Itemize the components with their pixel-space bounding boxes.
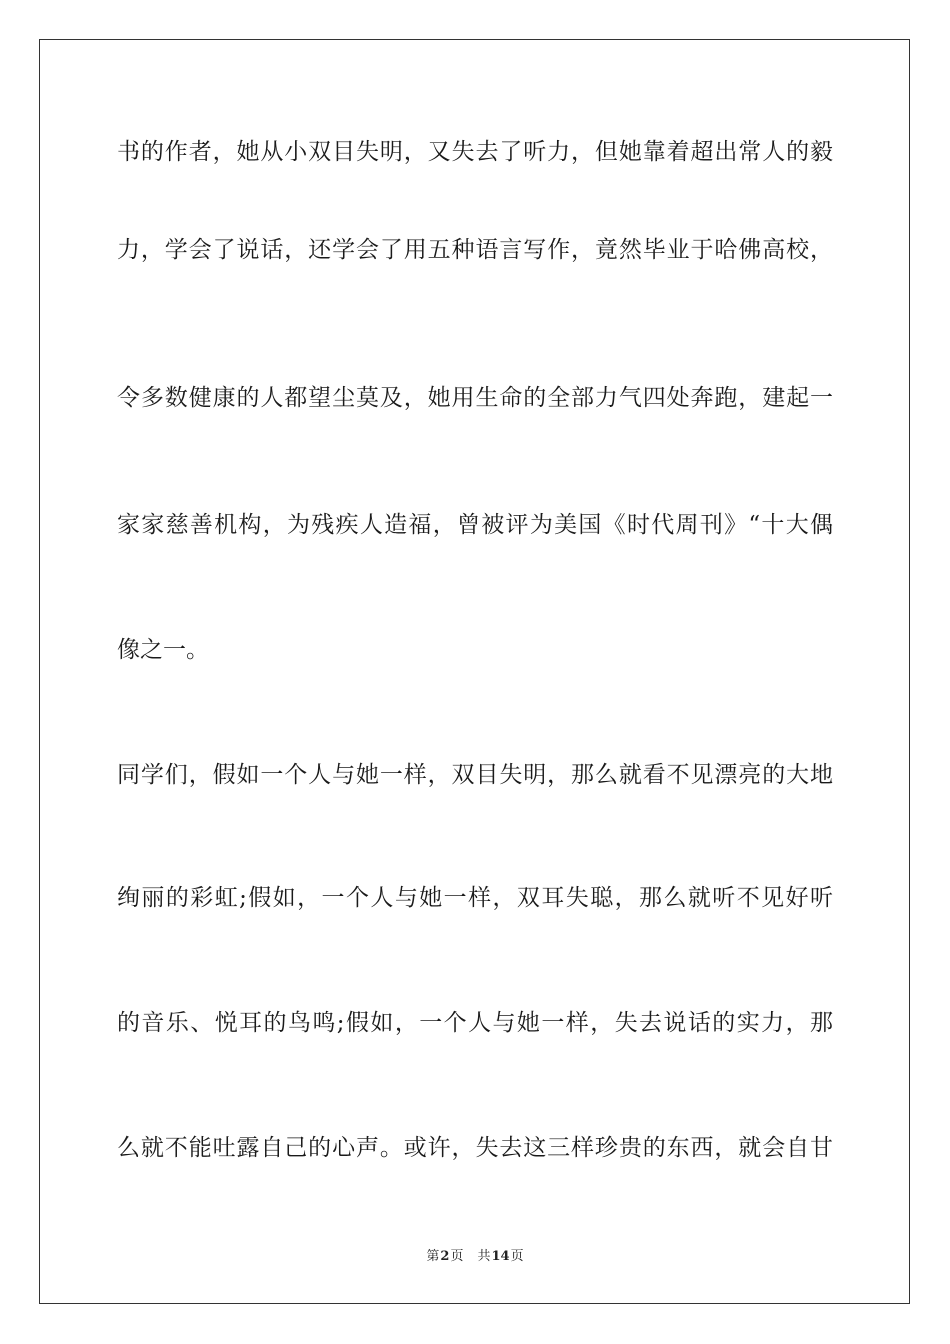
page-frame	[39, 39, 910, 1304]
text-line: 令多数健康的人都望尘莫及，她用生命的全部力气四处奔跑，建起一	[117, 385, 833, 411]
total-prefix: 共	[477, 1249, 491, 1264]
text-line: 书的作者，她从小双目失明，又失去了听力，但她靠着超出常人的毅	[117, 139, 833, 165]
page-number: 2	[440, 1249, 450, 1264]
text-line: 家家慈善机构，为残疾人造福，曾被评为美国《时代周刊》“十大偶	[117, 512, 833, 538]
text-line: 同学们，假如一个人与她一样，双目失明，那么就看不见漂亮的大地	[117, 762, 833, 788]
page-suffix: 页	[450, 1249, 464, 1264]
text-line: 像之一。	[117, 637, 209, 663]
text-line: 么就不能吐露自己的心声。或许，失去这三样珍贵的东西，就会自甘	[117, 1135, 833, 1161]
text-line: 的音乐、悦耳的鸟鸣;假如，一个人与她一样，失去说话的实力，那	[117, 1010, 833, 1036]
total-pages: 14	[491, 1249, 510, 1264]
total-suffix: 页	[510, 1249, 524, 1264]
page-footer	[0, 1248, 950, 1266]
text-line: 力，学会了说话，还学会了用五种语言写作，竟然毕业于哈佛高校，	[117, 237, 833, 263]
page-prefix: 第	[426, 1249, 440, 1264]
text-line: 绚丽的彩虹;假如，一个人与她一样，双耳失聪，那么就听不见好听	[117, 885, 833, 911]
